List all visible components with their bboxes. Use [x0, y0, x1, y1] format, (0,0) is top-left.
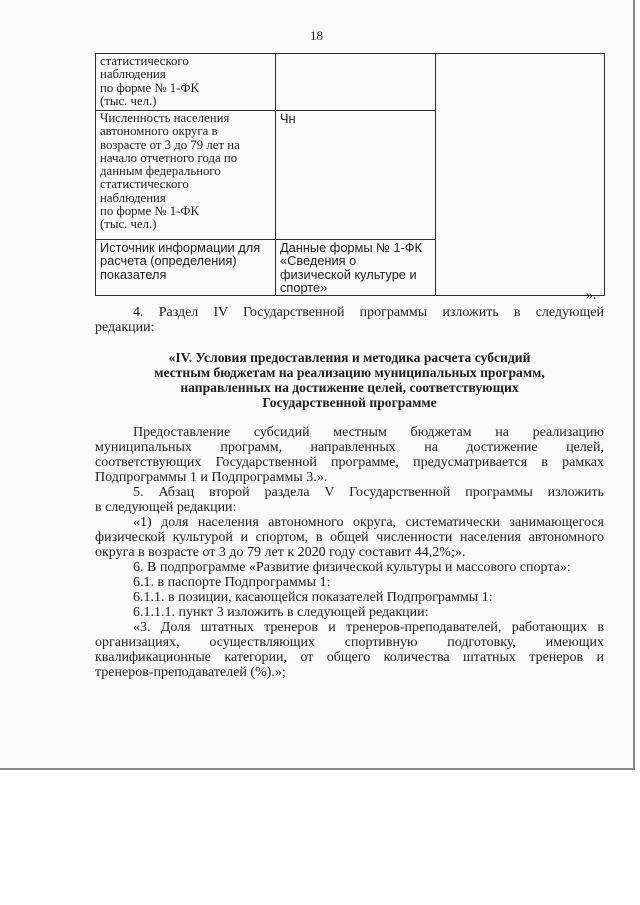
section-heading-line: местным бюджетам на реализацию муниципальных программ,: [154, 365, 545, 380]
table-cell-label: статистического наблюдения по форме № 1-ФК (тыс. чел.): [96, 54, 276, 111]
section-heading-line: «IV. Условия предоставления и методика расчета субсидий: [168, 350, 531, 365]
table-cell-label: Численность населения автономного округа в возрасте от 3 до 79 лет на начало отчетного года по данным федерального статистического наблюдения по форме № 1-ФК (тыс. чел.): [96, 111, 276, 240]
table-cell-label: Источник информации для расчета (определения) показателя: [96, 240, 276, 296]
paragraph-6-1-1: 6.1.1. в позиции, касающейся показателей Подпрограммы 1:: [133, 590, 493, 605]
quote-1-line: округа в возрасте от 3 до 79 лет к 2020 году составит 44,2%;».: [95, 545, 466, 560]
table-cell-value: Чн: [276, 111, 436, 240]
table-cell-value: [276, 54, 436, 111]
paragraph-5-line: 5. Абзац второй раздела V Государственной программы изложить: [133, 485, 604, 500]
quote-1-line: «1) доля населения автономного округа, систематически занимающегося: [133, 515, 604, 530]
paragraph-6-1-1-1: 6.1.1.1. пункт 3 изложить в следующей редакции:: [133, 605, 429, 620]
subsidy-paragraph-line: Предоставление субсидий местным бюджетам на реализацию: [133, 425, 604, 440]
quote-3-line: организациях, осуществляющих спортивную подготовку, имеющих: [95, 635, 604, 650]
quote-1-line: физической культурой и спортом, в общей численности населения автономного: [95, 530, 604, 545]
paragraph-6: 6. В подпрограмме «Развитие физической культуры и массового спорта»:: [133, 560, 571, 575]
subsidy-paragraph-line: Подпрограммы 1 и Подпрограммы 3.».: [95, 470, 328, 485]
closing-quote: ».: [586, 288, 597, 303]
page-number: 18: [310, 28, 323, 43]
table-cell-empty: [436, 54, 605, 296]
table-row: [96, 54, 605, 111]
subsidy-paragraph-line: соответствующих Государственной программе, предусматривается в рамках: [95, 455, 604, 470]
quote-3-line: квалификационные категории, от общего количества штатных тренеров и: [95, 650, 604, 665]
subsidy-paragraph-line: муниципальных программ, направленных на достижение целей,: [95, 440, 604, 455]
indicator-table: [95, 53, 605, 296]
paragraph-4-line: редакции:: [95, 320, 155, 335]
paragraph-5-line: в следующей редакции:: [95, 500, 237, 515]
quote-3-line: тренеров-преподавателей (%).»;: [95, 665, 286, 680]
quote-3-line: «3. Доля штатных тренеров и тренеров-преподавателей, работающих в: [133, 620, 604, 635]
paragraph-6-1: 6.1. в паспорте Подпрограммы 1:: [133, 575, 331, 590]
section-heading-line: Государственной программе: [262, 395, 437, 410]
paragraph-4-line: 4. Раздел IV Государственной программы изложить в следующей: [133, 305, 604, 320]
table-cell-value: Данные формы № 1-ФК «Сведения о физической культуре и спорте»: [276, 240, 436, 296]
section-heading-line: направленных на достижение целей, соответствующих: [180, 380, 519, 395]
